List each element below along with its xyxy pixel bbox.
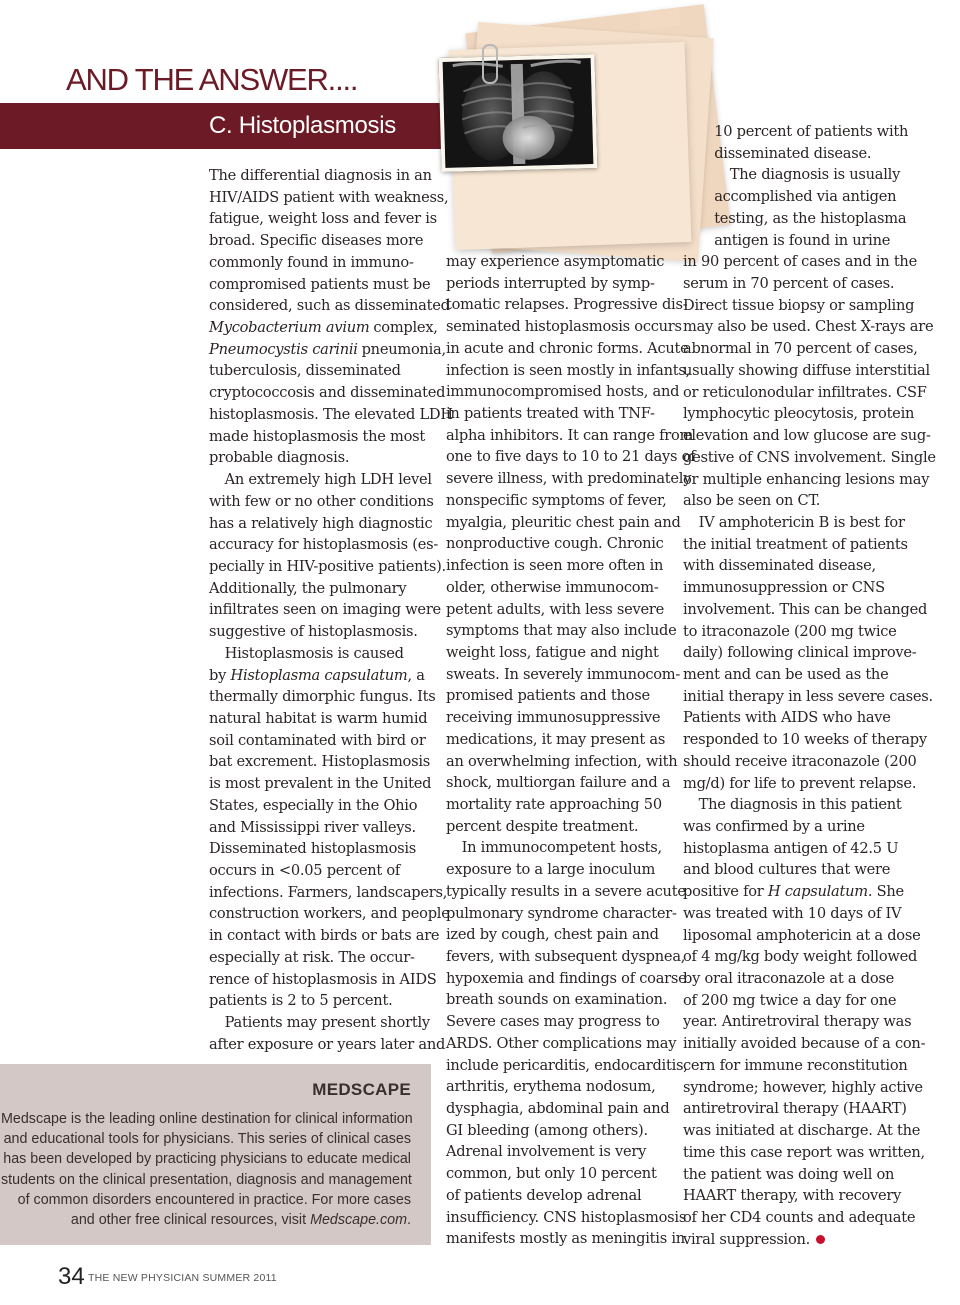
text-line: elevation and low glucose are sug- (683, 427, 931, 445)
text-line: may experience asymptomatic (446, 253, 665, 270)
text-line: histoplasmosis. The elevated LDH (209, 405, 453, 423)
text-line: of 4 mg/kg body weight followed (683, 948, 918, 966)
text-line: ARDS. Other complications may (446, 1034, 677, 1052)
text-line: especially at risk. The occur- (209, 948, 415, 966)
text-line: HIV/AIDS patient with weakness, (209, 188, 449, 206)
text-line: cern for immune reconstitution (683, 1056, 908, 1074)
text-line: by Histoplasma capsulatum, a (209, 666, 425, 684)
text-line: usually showing diffuse interstitial (683, 361, 930, 379)
text-line: in acute and chronic forms. Acute (446, 339, 689, 357)
text-line: immunosuppression or CNS (683, 579, 885, 597)
text-line: in patients treated with TNF- (446, 405, 655, 423)
text-line: was confirmed by a urine (683, 818, 865, 835)
text-line: breath sounds on examination. (446, 991, 668, 1009)
text-line: compromised patients must be (209, 275, 431, 293)
text-line: shock, multiorgan failure and a (446, 774, 671, 792)
text-line: is most prevalent in the United (209, 775, 432, 793)
text-line: one to five days to 10 to 21 days of (446, 448, 696, 466)
text-line: viral suppression. (683, 1229, 923, 1251)
text-line: infection is seen more often in (446, 557, 664, 575)
medscape-sidebar (0, 1064, 431, 1245)
text-line: construction workers, and people (209, 905, 450, 923)
text-line: has a relatively high diagnostic (209, 514, 433, 532)
text-line: and educational tools for physicians. This series of clinical cases (3, 1131, 411, 1148)
text-line: Pneumocystis carinii pneumonia, (209, 340, 446, 358)
text-line: testing, as the histoplasma (714, 209, 907, 227)
text-line: insufficiency. CNS histoplasmosis (446, 1208, 687, 1226)
text-line: Severe cases may progress to (446, 1013, 660, 1031)
text-line: GI bleeding (among others). (446, 1121, 648, 1139)
text-line: students on the clinical presentation, diagnosis and management (1, 1171, 412, 1188)
text-line: Histoplasmosis is caused (224, 644, 404, 662)
text-line: after exposure or years later and (209, 1035, 446, 1053)
text-line: or reticulonodular infiltrates. CSF (683, 383, 927, 401)
text-line: natural habitat is warm humid (209, 709, 428, 727)
text-line: antiretroviral therapy (HAART) (683, 1100, 907, 1118)
text-line: severe illness, with predominately (446, 470, 692, 488)
text-line: percent despite treatment. (446, 817, 639, 835)
text-line: and Mississippi river valleys. (209, 818, 416, 836)
text-line: of 200 mg twice a day for one (683, 991, 897, 1009)
article-column-3 (683, 121, 936, 1250)
text-line: weight loss, fatigue and night (446, 643, 659, 661)
text-line: Mycobacterium avium complex, (209, 319, 438, 337)
text-line: soil contaminated with bird or (209, 731, 426, 749)
text-line: considered, such as disseminated (209, 297, 450, 315)
text-line: initial therapy in less severe cases. (683, 687, 933, 705)
text-line: time this case report was written, (683, 1143, 925, 1161)
text-line: in contact with birds or bats are (209, 927, 440, 945)
chest-xray-image (439, 54, 598, 172)
text-line: Patients with AIDS who have (683, 709, 891, 727)
text-line: exposure to a large inoculum (446, 861, 656, 879)
text-line: The diagnosis in this patient (698, 796, 902, 814)
text-line: liposomal amphotericin at a dose (683, 926, 921, 944)
text-line: Direct tissue biopsy or sampling (683, 296, 915, 314)
text-line: infections. Farmers, landscapers, (209, 883, 448, 901)
text-line: States, especially in the Ohio (209, 796, 418, 814)
text-line: include pericarditis, endocarditis, (446, 1056, 688, 1074)
text-line: suggestive of histoplasmosis. (209, 623, 418, 641)
text-line: may also be used. Chest X-rays are (683, 318, 934, 336)
text-line: disseminated disease. (714, 144, 872, 162)
text-line: immunocompromised hosts, and (446, 383, 680, 401)
running-title: THE NEW PHYSICIAN SUMMER 2011 (88, 1272, 277, 1284)
text-line: was treated with 10 days of IV (683, 904, 902, 922)
article-column-2 (446, 251, 696, 1250)
section-kicker: AND THE ANSWER.... (66, 62, 358, 97)
text-line: symptoms that may also include (446, 622, 677, 640)
text-line: rence of histoplasmosis in AIDS (209, 970, 437, 988)
text-line: should receive itraconazole (200 (683, 752, 917, 770)
text-line: receiving immunosuppressive (446, 709, 661, 727)
answer-title: C. Histoplasmosis (209, 112, 396, 139)
text-line: HAART therapy, with recovery (683, 1187, 902, 1205)
text-line: dysphagia, abdominal pain and (446, 1100, 670, 1118)
text-line: common, but only 10 percent (446, 1165, 657, 1183)
text-line: seminated histoplasmosis occurs (446, 318, 682, 336)
text-line: Additionally, the pulmonary (209, 579, 407, 597)
text-line: mg/d) for life to prevent relapse. (683, 774, 917, 792)
text-line: infiltrates seen on imaging were (209, 601, 441, 619)
text-line: of common disorders encountered in practice. For more cases (17, 1191, 411, 1208)
text-line: pulmonary syndrome character- (446, 904, 677, 922)
text-line: gestive of CNS involvement. Single (683, 448, 936, 466)
text-line: to itraconazole (200 mg twice (683, 622, 897, 640)
text-line: also be seen on CT. (683, 492, 821, 510)
text-line: alpha inhibitors. It can range from (446, 426, 694, 444)
text-line: was initiated at discharge. At the (683, 1122, 921, 1140)
text-line: typically results in a severe acute (446, 882, 686, 900)
sidebar-title: MEDSCAPE (312, 1080, 411, 1099)
text-line: older, otherwise immunocom- (446, 578, 659, 596)
text-line: bat excrement. Histoplasmosis (209, 753, 430, 771)
text-line: infection is seen mostly in infants, (446, 361, 691, 379)
text-line: tuberculosis, disseminated (209, 362, 401, 380)
text-line: thermally dimorphic fungus. Its (209, 688, 436, 706)
text-line: cryptococcosis and disseminated (209, 384, 446, 402)
text-line: Adrenal involvement is very (446, 1143, 647, 1161)
text-line: pecially in HIV-positive patients). (209, 557, 446, 575)
end-mark-icon (816, 1235, 825, 1244)
text-line: in 90 percent of cases and in the (683, 253, 917, 271)
text-line: antigen is found in urine (714, 231, 891, 249)
text-line: petent adults, with less severe (446, 600, 664, 618)
text-line: initially avoided because of a con- (683, 1035, 926, 1053)
text-line: medications, it may present as (446, 730, 666, 748)
text-line: histoplasma antigen of 42.5 U (683, 839, 899, 857)
text-line: broad. Specific diseases more (209, 232, 424, 250)
text-line: tomatic relapses. Progressive dis- (446, 296, 688, 314)
text-line: An extremely high LDH level (224, 471, 432, 489)
text-line: abnormal in 70 percent of cases, (683, 340, 918, 358)
text-line: accuracy for histoplasmosis (es- (209, 536, 439, 554)
text-line: involvement. This can be changed (683, 600, 928, 618)
text-line: probable diagnosis. (209, 449, 350, 467)
text-line: daily) following clinical improve- (683, 644, 917, 662)
text-line: Patients may present shortly (224, 1014, 430, 1032)
text-line: year. Antiretroviral therapy was (683, 1013, 912, 1031)
text-line: and blood cultures that were (683, 861, 891, 879)
text-line: The diagnosis is usually (729, 166, 901, 184)
text-line: an overwhelming infection, with (446, 752, 678, 770)
text-line: lymphocytic pleocytosis, protein (683, 405, 915, 423)
text-line: occurs in <0.05 percent of (209, 862, 401, 879)
text-line: fatigue, weight loss and fever is (209, 210, 437, 228)
text-line: fevers, with subsequent dyspnea, (446, 948, 686, 965)
text-line: nonproductive cough. Chronic (446, 535, 664, 553)
article-column-1 (209, 165, 453, 1055)
text-line: Medscape is the leading online destination for clinical information (1, 1111, 413, 1127)
text-line: with disseminated disease, (683, 557, 876, 575)
text-line: by oral itraconazole at a dose (683, 970, 894, 988)
text-line: ment and can be used as the (683, 665, 889, 683)
text-line: IV amphotericin B is best for (698, 513, 905, 531)
text-line: has been developed by practicing physicians to educate medical (3, 1151, 411, 1168)
text-line: nonspecific symptoms of fever, (446, 491, 667, 509)
text-line: 10 percent of patients with (714, 123, 909, 140)
text-line: made histoplasmosis the most (209, 427, 425, 445)
text-line: the initial treatment of patients (683, 535, 908, 553)
text-line: responded to 10 weeks of therapy (683, 731, 927, 749)
text-line: manifests mostly as meningitis in (446, 1230, 685, 1248)
text-line: periods interrupted by symp- (446, 274, 655, 292)
paperclip-icon (482, 44, 498, 84)
text-line: patients is 2 to 5 percent. (209, 992, 393, 1010)
text-line: serum in 70 percent of cases. (683, 275, 895, 293)
text-line: positive for H capsulatum. She (683, 883, 904, 901)
text-line: of her CD4 counts and adequate (683, 1208, 916, 1226)
text-line: mortality rate approaching 50 (446, 795, 662, 813)
text-line: sweats. In severely immunocom- (446, 665, 681, 683)
text-line: and other free clinical resources, visit Medscape.com. (70, 1212, 411, 1229)
text-line: promised patients and those (446, 687, 650, 705)
text-line: accomplished via antigen (714, 188, 897, 206)
text-line: commonly found in immuno- (209, 253, 414, 271)
text-line: arthritis, erythema nodosum, (446, 1078, 656, 1096)
text-line: the patient was doing well on (683, 1165, 895, 1183)
text-line: of patients develop adrenal (446, 1186, 642, 1204)
text-line: or multiple enhancing lesions may (683, 470, 930, 488)
text-line: In immunocompetent hosts, (461, 839, 662, 857)
text-line: myalgia, pleuritic chest pain and (446, 513, 681, 531)
text-line: hypoxemia and findings of coarse (446, 969, 687, 987)
text-line: syndrome; however, highly active (683, 1078, 923, 1096)
page-number: 34 (58, 1263, 85, 1290)
text-line: with few or no other conditions (209, 492, 434, 510)
sidebar-body (1, 1109, 411, 1230)
text-line: Disseminated histoplasmosis (209, 840, 416, 858)
text-line: The differential diagnosis in an (209, 167, 432, 184)
text-line: ized by cough, chest pain and (446, 926, 659, 944)
